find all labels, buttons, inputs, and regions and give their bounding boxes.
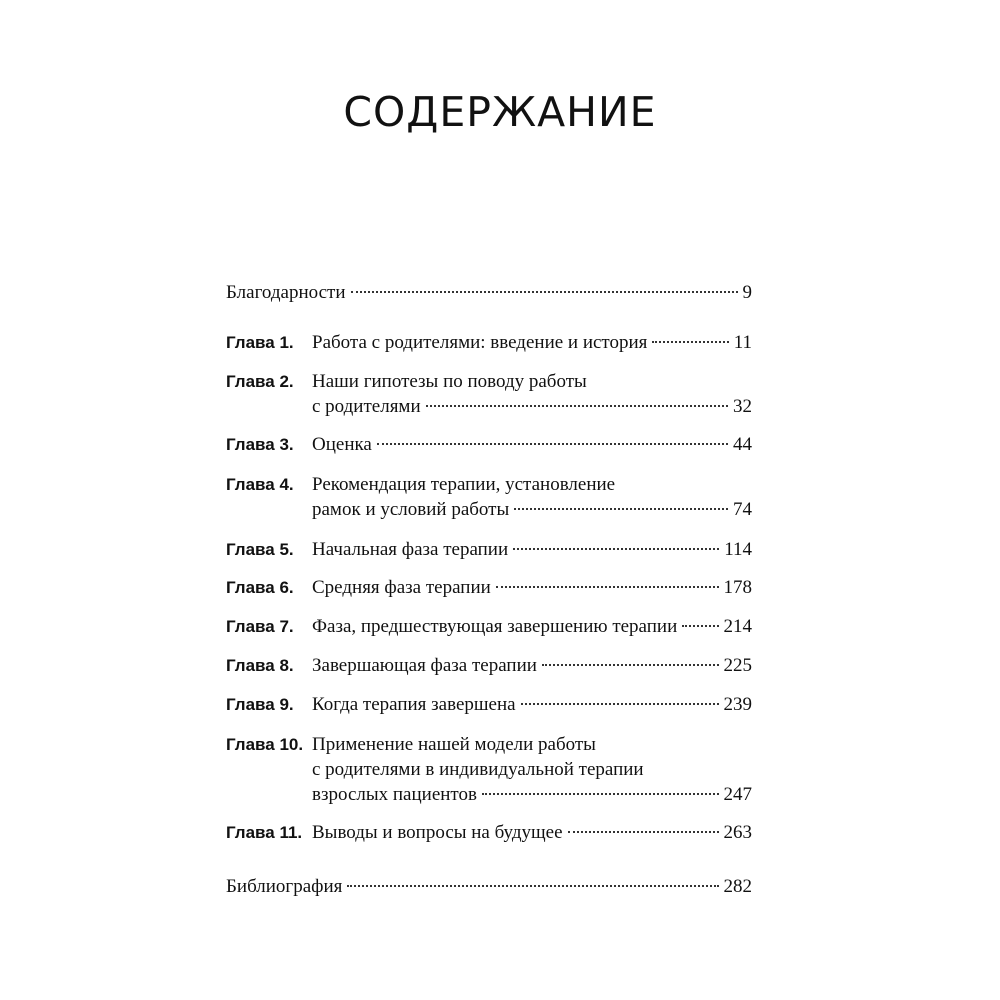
toc-entry-title-line: Применение нашей модели работы xyxy=(312,734,596,755)
dot-leader xyxy=(347,885,718,887)
dot-leader xyxy=(514,508,728,510)
toc-entry-title: Средняя фаза терапии xyxy=(312,577,491,598)
toc-page-number: 282 xyxy=(723,876,752,897)
chapter-label: Глава 11. xyxy=(226,823,303,842)
toc-page-number: 225 xyxy=(723,655,752,676)
chapter-label: Глава 9. xyxy=(226,695,294,714)
chapter-label: Глава 3. xyxy=(226,435,294,454)
dot-leader xyxy=(542,664,719,666)
dot-leader xyxy=(682,625,718,627)
dot-leader xyxy=(426,405,728,407)
toc-entry-chapter-11[interactable] xyxy=(226,820,752,845)
toc-entry-chapter-4[interactable] xyxy=(226,472,752,522)
toc-entry-chapter-5[interactable] xyxy=(226,537,752,562)
toc-entry-title: Начальная фаза терапии xyxy=(312,539,509,560)
toc-entry-title: Библиография xyxy=(226,876,343,897)
toc-entry-chapter-1[interactable] xyxy=(226,330,752,355)
toc-entry-title: Работа с родителями: введение и история xyxy=(312,332,648,353)
toc-page-number: 263 xyxy=(723,822,752,843)
dot-leader xyxy=(521,703,719,705)
chapter-label: Глава 10. xyxy=(226,735,304,754)
dot-leader xyxy=(377,443,728,445)
page-title: СОДЕРЖАНИЕ xyxy=(343,88,657,136)
toc-entry-chapter-10[interactable] xyxy=(226,732,752,807)
toc-entry-title: взрослых пациентов xyxy=(312,784,477,805)
toc-entry-title: Выводы и вопросы на будущее xyxy=(312,822,563,843)
toc-entry-title: Фаза, предшествующая завершению терапии xyxy=(312,616,678,637)
toc-page-number: 178 xyxy=(723,577,752,598)
toc-entry-title: с родителями xyxy=(312,396,421,417)
toc-entry-title: Оценка xyxy=(312,434,372,455)
toc-page-number: 114 xyxy=(724,539,752,560)
toc-entry-title: Благодарности xyxy=(226,282,346,303)
chapter-label: Глава 8. xyxy=(226,656,294,675)
toc-page-number: 44 xyxy=(733,434,752,455)
dot-leader xyxy=(351,291,738,293)
toc-page-number: 239 xyxy=(723,694,752,715)
toc-entry-chapter-7[interactable] xyxy=(226,614,752,639)
toc-page-number: 9 xyxy=(742,282,752,303)
toc-entry-chapter-6[interactable] xyxy=(226,575,752,600)
toc-entry-title-line: Наши гипотезы по поводу работы xyxy=(312,371,587,392)
chapter-label: Глава 1. xyxy=(226,333,294,352)
dot-leader xyxy=(652,341,728,343)
toc-page-number: 32 xyxy=(733,396,752,417)
toc-page-number: 214 xyxy=(723,616,752,637)
chapter-label: Глава 6. xyxy=(226,578,294,597)
chapter-label: Глава 2. xyxy=(226,372,294,391)
toc-entry-title: Когда терапия завершена xyxy=(312,694,516,715)
toc-entry-chapter-3[interactable] xyxy=(226,432,752,457)
toc-entry-title: Завершающая фаза терапии xyxy=(312,655,537,676)
toc-entry-bibliography[interactable] xyxy=(226,874,752,899)
toc-entry-title-line: с родителями в индивидуальной терапии xyxy=(312,759,644,780)
toc-entry-chapter-8[interactable] xyxy=(226,653,752,678)
chapter-label: Глава 5. xyxy=(226,540,294,559)
toc-entry-acknowledgements[interactable] xyxy=(226,280,752,305)
chapter-label: Глава 7. xyxy=(226,617,294,636)
dot-leader xyxy=(568,831,719,833)
toc-page-number: 74 xyxy=(733,499,752,520)
chapter-label: Глава 4. xyxy=(226,475,294,494)
dot-leader xyxy=(482,793,719,795)
toc-page-number: 11 xyxy=(733,332,752,353)
toc-entry-title-line: Рекомендация терапии, установление xyxy=(312,474,616,495)
toc-page-number: 247 xyxy=(723,784,752,805)
toc-entry-chapter-9[interactable] xyxy=(226,692,752,717)
toc-entry-chapter-2[interactable] xyxy=(226,369,752,419)
toc-entry-title: рамок и условий работы xyxy=(312,499,510,520)
dot-leader xyxy=(496,586,719,588)
dot-leader xyxy=(513,548,719,550)
